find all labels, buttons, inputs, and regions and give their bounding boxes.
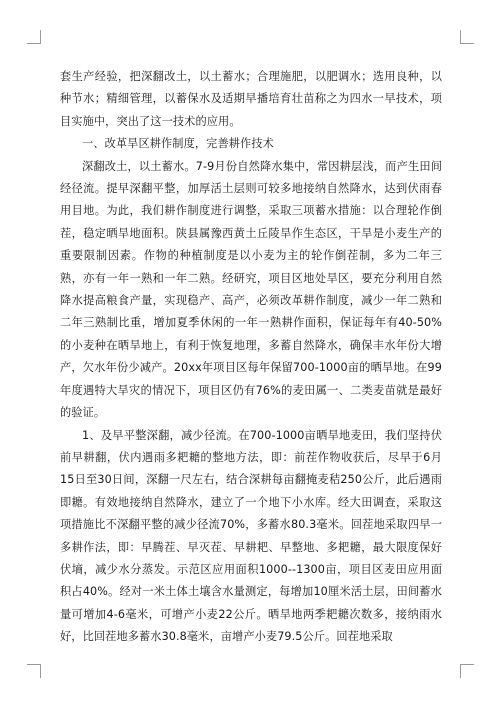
crop-mark-bottom-left-horizontal: [27, 664, 41, 665]
intro-paragraph: 套生产经验，把深翻改土，以土蓄水；合理施肥，以肥调水；选用良种，以种节水；精细管理，以蓄保水及适期早播培育壮苗称之为四水一早技术，项目实施中，突出了这一技术的应用。: [60, 70, 442, 128]
crop-mark-bottom-right-vertical: [460, 664, 461, 678]
body-paragraph: 1、及早平整深翻，减少径流。在700-1000亩晒旱地麦田，我们坚持伏前早耕翻，伏内遇雨多耙耱的整地方法，即：前茬作物收获后，尽早于6月15日至30日间，深翻一尺左右，结合深耕每亩翻掩麦秸250公斤，此后遇雨即耱。有效地接纳自然降水，建立了一个地下小水库。经大田调查，采取这项措施比不深翻平整的减少径流70%，多蓄水80.3毫米。回茬地采取四早一多耕作法，即：早腾茬、早灭茬、早耕耙、早整地、多耙耱，最大限度保好伏墒，减少水分蒸发。示范区应用面积1000--1300亩，项目区麦田应用面积占40%。经对一米土体土壤含水量测定，每增加10厘米活土层，田间蓄水量可增加4-6毫米，可增产小麦22公斤。晒旱地两季耙耱次数多，接纳雨水好，比回茬地多蓄水30.8毫米，亩增产小麦79.5公斤。回茬地采取: [60, 428, 442, 644]
body-paragraph: 深翻改土，以土蓄水。7-9月份自然降水集中，常因耕层浅，而产生田间经径流。提早深翻平整，加厚活土层则可较多地接纳自然降水，达到伏雨春用目地。为此，我们耕作制度进行调整，采取三项蓄水措施：以合理轮作倒茬，稳定晒旱地面积。陕县属豫西黄土丘陵旱作生态区，干旱是小麦生产的重要限制因素。作物的种植制度是以小麦为主的轮作倒茬制，多为二年三熟，亦有一年一熟和一年二熟。经研究，项目区地处旱区，要充分利用自然降水提高粮食产量，实现稳产、高产，必须改革耕作制度，减少一年二熟和二年三熟制比重，增加夏季休闲的一年一熟耕作面积，保证每年有40-50%的小麦种在晒旱地上，有利于恢复地理，多蓄自然降水，确保丰水年份大增产，欠水年份少减产。20xx年项目区每年保留700-1000亩的晒旱地。在99年度遇特大旱灾的情况下，项目区仍有76%的麦田属一、二类麦苗就是最好的验证。: [60, 159, 442, 420]
crop-mark-top-left-horizontal: [27, 43, 41, 44]
crop-mark-top-right-vertical: [460, 30, 461, 44]
crop-mark-top-right-horizontal: [460, 43, 474, 44]
document-body: [60, 66, 442, 649]
crop-mark-bottom-right-horizontal: [460, 664, 474, 665]
section-heading: 一、改革旱区耕作制度，完善耕作技术: [82, 137, 274, 151]
crop-mark-bottom-left-vertical: [40, 664, 41, 678]
crop-mark-top-left-vertical: [40, 30, 41, 44]
